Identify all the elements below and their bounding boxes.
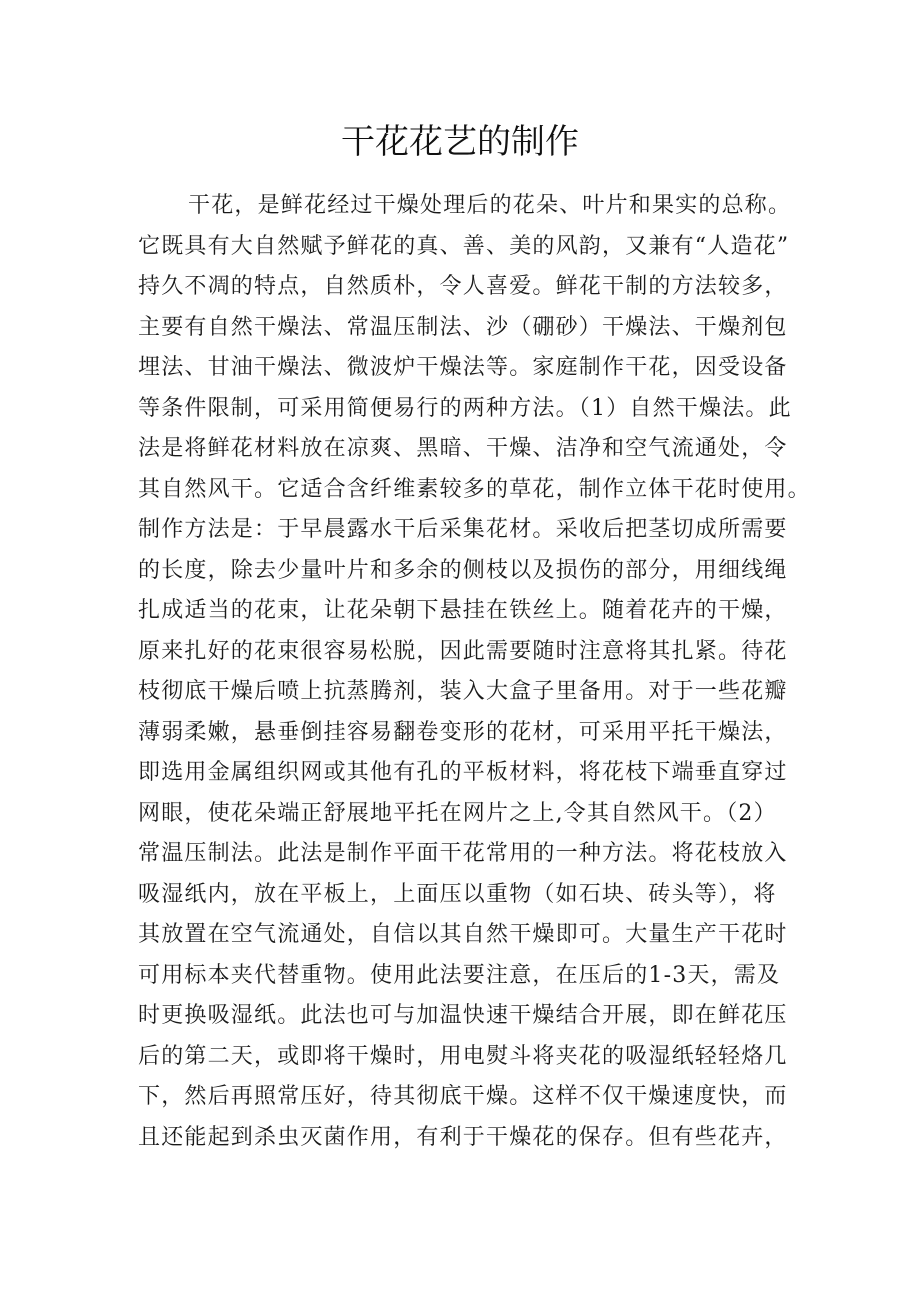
text-line: 原来扎好的花束很容易松脱，因此需要随时注意将其扎紧。待花 [138,638,788,664]
text-line: 下，然后再照常压好，待其彻底干燥。这样不仅干燥速度快，而 [138,1084,788,1109]
text-line: 干花，是鲜花经过干燥处理后的花朵、叶片和果实的总称。 [188,193,792,218]
text-line: 的长度，除去少量叶片和多余的侧枝以及损伤的部分，用细线绳 [138,557,788,583]
text-line: 持久不凋的特点，自然质朴，令人喜爱。鲜花干制的方法较多， [138,274,788,299]
text-line: 埋法、甘油干燥法、微波炉干燥法等。家庭制作干花，因受设备 [138,355,788,380]
text-line: 网眼，使花朵端正舒展地平托在网片之上,令其自然风干。（2） [138,800,777,826]
text-line: 枝彻底干燥后喷上抗蒸腾剂，装入大盒子里备用。对于一些花瓣 [138,679,788,704]
text-line: 主要有自然干燥法、常温压制法、沙（硼砂）干燥法、干燥剂包 [138,314,788,340]
text-line: 后的第二天，或即将干燥时，用电熨斗将夹花的吸湿纸轻轻烙几 [138,1043,788,1069]
text-line: 且还能起到杀虫灭菌作用，有利于干燥花的保存。但有些花卉， [138,1124,788,1150]
text-line: 时更换吸湿纸。此法也可与加温快速干燥结合开展，即在鲜花压 [138,1003,788,1028]
text-line: 等条件限制，可采用简便易行的两种方法。（1）自然干燥法。此 [138,395,792,421]
body-text [138,186,818,1158]
text-line: 其自然风干。它适合含纤维素较多的草花，制作立体干花时使用。 [138,476,811,502]
text-line: 可用标本夹代替重物。使用此法要注意，在压后的1-3天，需及 [138,962,781,988]
text-line: 常温压制法。此法是制作平面干花常用的一种方法。将花枝放入 [138,841,788,866]
text-line: 法是将鲜花材料放在凉爽、黑暗、干燥、洁净和空气流通处，令 [138,436,788,461]
text-line: 扎成适当的花束，让花朵朝下悬挂在铁丝上。随着花卉的干燥， [138,598,788,623]
text-line: 吸湿纸内，放在平板上，上面压以重物（如石块、砖头等），将 [138,881,777,907]
text-line: 薄弱柔嫩，悬垂倒挂容易翻卷变形的花材，可采用平托干燥法， [138,719,788,745]
document-title: 干花花艺的制作 [341,122,579,162]
text-line: 它既具有大自然赋予鲜花的真、善、美的风韵，又兼有“人造花” [138,233,790,259]
text-line: 其放置在空气流通处，自信以其自然干燥即可。大量生产干花时 [138,922,788,947]
text-line: 制作方法是：于早晨露水干后采集花材。采收后把茎切成所需要 [138,517,788,542]
text-line: 即选用金属组织网或其他有孔的平板材料，将花枝下端垂直穿过 [138,760,788,785]
